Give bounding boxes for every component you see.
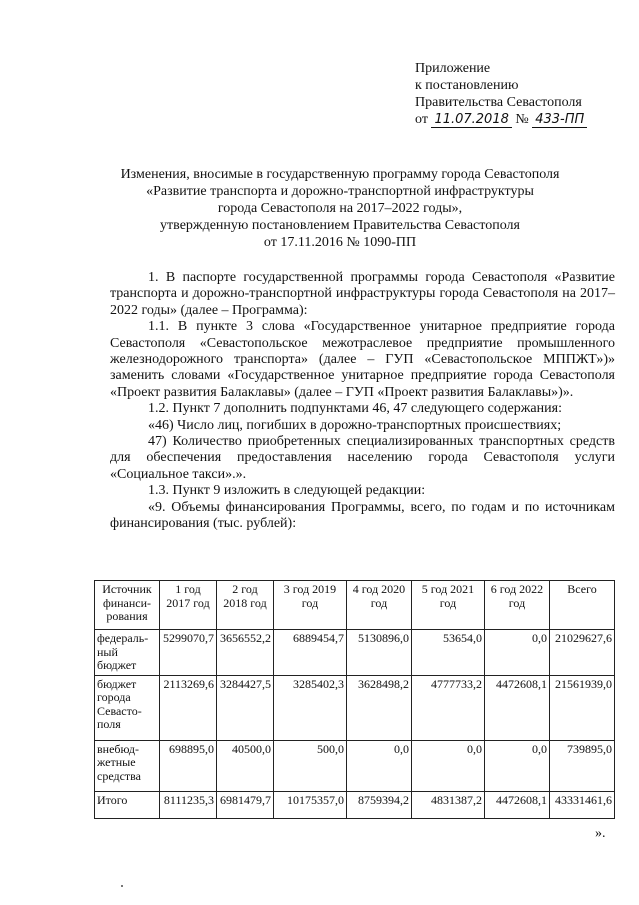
annex-label: Приложение xyxy=(415,61,491,76)
value-cell: 3628498,2 xyxy=(347,675,412,740)
value-cell: 10175357,0 xyxy=(274,791,347,818)
table-header-cell: 1 год 2017 год xyxy=(160,581,217,630)
closing-quote: ». xyxy=(595,826,606,841)
value-cell: 4472608,1 xyxy=(485,675,550,740)
table-header-cell: 4 год 2020 год xyxy=(347,581,412,630)
value-cell: 5130896,0 xyxy=(347,630,412,676)
table-header-row xyxy=(95,581,615,630)
value-cell: 3656552,2 xyxy=(217,630,274,676)
value-cell: 8111235,3 xyxy=(160,791,217,818)
table-header-cell: Источник финанси-рования xyxy=(95,581,160,630)
total-cell: 739895,0 xyxy=(550,740,615,791)
value-cell: 6981479,7 xyxy=(217,791,274,818)
handwritten-number: 433-ПП xyxy=(532,112,587,128)
date-prefix: от xyxy=(415,112,428,127)
total-cell: 43331461,6 xyxy=(550,791,615,818)
source-cell: Итого xyxy=(95,791,160,818)
annex-header xyxy=(415,60,587,128)
table-row xyxy=(95,740,615,791)
title-line: от 17.11.2016 № 1090-ПП xyxy=(263,235,417,250)
paragraph-1: 1. В паспорте государственной программы города Севастополя «Развитие транспорта и дорожно-транспортной инфраструктуры города Севастополя на 2017–2022 годы» (далее – Программа): xyxy=(110,270,615,318)
value-cell: 4472608,1 xyxy=(485,791,550,818)
value-cell: 3285402,3 xyxy=(274,675,347,740)
value-cell: 0,0 xyxy=(412,740,485,791)
table-header-cell: 3 год 2019 год xyxy=(274,581,347,630)
paragraph-1-2: 1.2. Пункт 7 дополнить подпунктами 46, 47 следующего содержания: xyxy=(148,401,562,417)
annex-government: Правительства Севастополя xyxy=(415,95,582,110)
paragraph-1-1: 1.1. В пункте 3 слова «Государственное унитарное предприятие города Севастополя «Севастопольское межотраслевое предприятие промышленного железнодорожного транспорта» (далее – ГУП «Севастопольское МППЖТ»)» заменить словами «Государственное унитарное предприятие города Севастополя «Проект развития Балаклавы» (далее – ГУП «Проект развития Балаклавы»)». xyxy=(110,319,615,400)
annex-decree-ref: к постановлению xyxy=(415,78,519,93)
title-line: города Севастополя на 2017–2022 годы», xyxy=(217,201,463,216)
table-header-cell: 5 год 2021 год xyxy=(412,581,485,630)
table-row xyxy=(95,791,615,818)
value-cell: 0,0 xyxy=(347,740,412,791)
source-cell: внебюд-жетные средства xyxy=(95,740,160,791)
title-line: «Развитие транспорта и дорожно-транспортной инфраструктуры xyxy=(146,184,534,199)
value-cell: 4777733,2 xyxy=(412,675,485,740)
paragraph-1-3: 1.3. Пункт 9 изложить в следующей редакции: xyxy=(148,483,426,499)
document-title xyxy=(60,166,620,251)
value-cell: 698895,0 xyxy=(160,740,217,791)
source-cell: бюджет города Севасто-поля xyxy=(95,675,160,740)
document-body xyxy=(110,270,615,533)
table-row xyxy=(95,630,615,676)
value-cell: 53654,0 xyxy=(412,630,485,676)
value-cell: 3284427,5 xyxy=(217,675,274,740)
title-line: утвержденную постановлением Правительства Севастополя xyxy=(160,218,520,233)
table-header-cell: Всего xyxy=(550,581,615,630)
value-cell: 0,0 xyxy=(485,630,550,676)
value-cell: 2113269,6 xyxy=(160,675,217,740)
value-cell: 5299070,7 xyxy=(160,630,217,676)
value-cell: 8759394,2 xyxy=(347,791,412,818)
annex-date-number xyxy=(415,111,587,128)
source-cell: федераль-ный бюджет xyxy=(95,630,160,676)
paragraph-item-47: 47) Количество приобретенных специализированных транспортных средств для обеспечения предоставления населению города Севастополя услуги «Социальное такси».». xyxy=(110,434,615,482)
handwritten-date: 11.07.2018 xyxy=(431,112,511,128)
value-cell: 40500,0 xyxy=(217,740,274,791)
value-cell: 4831387,2 xyxy=(412,791,485,818)
value-cell: 6889454,7 xyxy=(274,630,347,676)
total-cell: 21561939,0 xyxy=(550,675,615,740)
value-cell: 500,0 xyxy=(274,740,347,791)
paragraph-9: «9. Объемы финансирования Программы, всего, по годам и по источникам финансирования (тыс. рублей): xyxy=(110,499,615,532)
title-line: Изменения, вносимые в государственную программу города Севастополя xyxy=(120,167,560,182)
table-header-cell: 6 год 2022 год xyxy=(485,581,550,630)
number-prefix: № xyxy=(515,112,529,127)
financing-table xyxy=(94,580,615,819)
table-row xyxy=(95,675,615,740)
value-cell: 0,0 xyxy=(485,740,550,791)
total-cell: 21029627,6 xyxy=(550,630,615,676)
table-header-cell: 2 год 2018 год xyxy=(217,581,274,630)
paragraph-item-46: «46) Число лиц, погибших в дорожно-транспортных происшествиях; xyxy=(148,417,562,433)
scan-speck xyxy=(121,885,123,887)
